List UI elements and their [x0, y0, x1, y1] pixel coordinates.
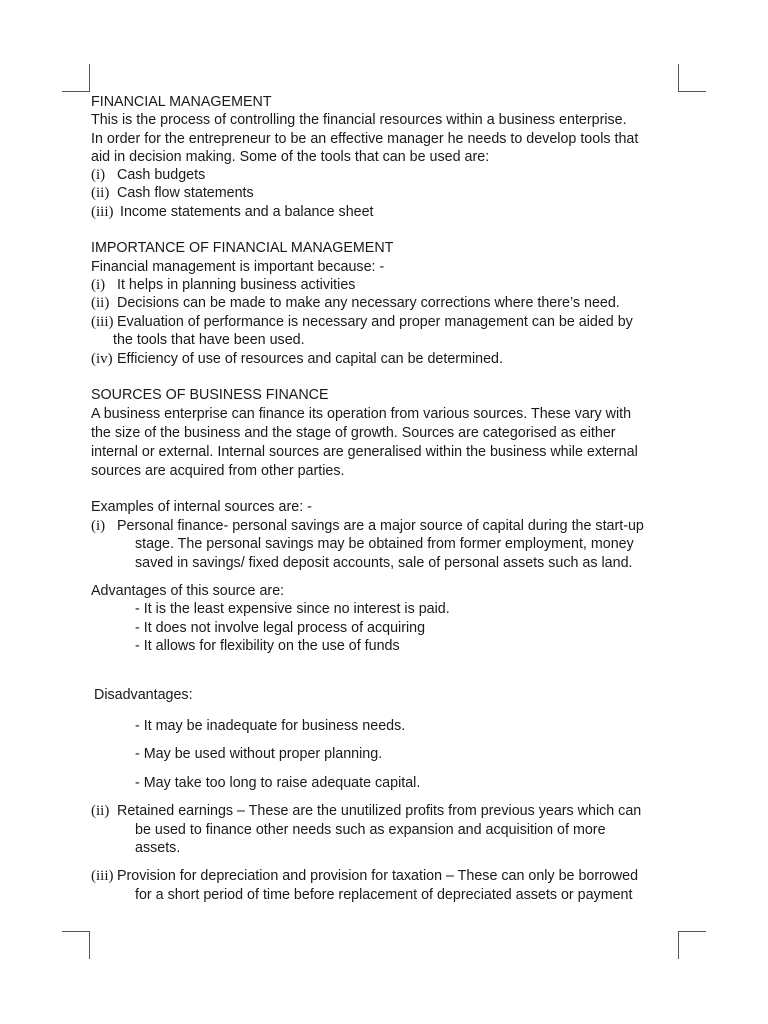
section-heading-importance: IMPORTANCE OF FINANCIAL MANAGEMENT [91, 240, 394, 256]
list-item-continuation: stage. The personal savings may be obtained from former employment, money [135, 536, 634, 552]
section-heading-financial-management: FINANCIAL MANAGEMENT [91, 94, 272, 110]
list-number: (ii) [91, 803, 110, 819]
paragraph-line: sources are acquired from other parties. [91, 463, 345, 479]
examples-intro: Examples of internal sources are: - [91, 499, 312, 515]
list-item: Personal finance- personal savings are a major source of capital during the start-up [117, 518, 644, 534]
list-number: (iii) [91, 314, 114, 330]
list-item: Cash flow statements [117, 185, 254, 201]
list-item: Efficiency of use of resources and capital can be determined. [117, 351, 503, 367]
crop-mark-bottom-left-v [89, 931, 90, 959]
list-number: (iii) [91, 868, 114, 884]
list-item-continuation: the tools that have been used. [113, 332, 305, 348]
list-number: (i) [91, 167, 106, 183]
crop-mark-bottom-right-h [678, 931, 706, 932]
paragraph-line: the size of the business and the stage of growth. Sources are categorised as either [91, 425, 616, 441]
list-item-continuation: for a short period of time before replacement of depreciated assets or payment [135, 887, 633, 903]
crop-mark-bottom-left-h [62, 931, 90, 932]
list-item-continuation: be used to finance other needs such as expansion and acquisition of more [135, 822, 606, 838]
list-item: It helps in planning business activities [117, 277, 356, 293]
section-heading-sources: SOURCES OF BUSINESS FINANCE [91, 387, 329, 403]
list-item: Income statements and a balance sheet [120, 204, 374, 220]
list-item-continuation: assets. [135, 840, 181, 856]
advantage-item: - It allows for flexibility on the use of funds [135, 638, 400, 654]
advantages-heading: Advantages of this source are: [91, 583, 285, 599]
crop-mark-top-left-h [62, 91, 90, 92]
advantage-item: - It does not involve legal process of acquiring [135, 620, 426, 636]
list-number: (i) [91, 277, 106, 293]
crop-mark-top-left-v [89, 64, 90, 92]
crop-mark-bottom-right-v [678, 931, 679, 959]
list-number: (iii) [91, 204, 114, 220]
disadvantages-heading: Disadvantages: [94, 687, 193, 703]
list-number: (i) [91, 518, 106, 534]
advantage-item: - It is the least expensive since no interest is paid. [135, 601, 450, 617]
disadvantage-item: - May take too long to raise adequate capital. [135, 775, 421, 791]
paragraph-line: A business enterprise can finance its operation from various sources. These vary with [91, 406, 632, 422]
list-number: (iv) [91, 351, 113, 367]
list-item: Cash budgets [117, 167, 206, 183]
paragraph-line: aid in decision making. Some of the tools that can be used are: [91, 149, 490, 165]
list-item: Evaluation of performance is necessary and proper management can be aided by [117, 314, 633, 330]
list-item-continuation: saved in savings/ fixed deposit accounts, sale of personal assets such as land. [135, 555, 633, 571]
list-number: (ii) [91, 295, 110, 311]
list-item: Decisions can be made to make any necessary corrections where there’s need. [117, 295, 620, 311]
list-item: Provision for depreciation and provision for taxation – These can only be borrowed [117, 868, 639, 884]
disadvantage-item: - It may be inadequate for business needs. [135, 718, 406, 734]
paragraph-line: Financial management is important because: - [91, 259, 385, 275]
paragraph-line: internal or external. Internal sources are generalised within the business while external [91, 444, 638, 460]
crop-mark-top-right-h [678, 91, 706, 92]
list-item: Retained earnings – These are the unutilized profits from previous years which can [117, 803, 642, 819]
paragraph-line: In order for the entrepreneur to be an effective manager he needs to develop tools that [91, 131, 639, 147]
disadvantage-item: - May be used without proper planning. [135, 746, 383, 762]
list-number: (ii) [91, 185, 110, 201]
crop-mark-top-right-v [678, 64, 679, 92]
paragraph-line: This is the process of controlling the financial resources within a business enterprise. [91, 112, 627, 128]
